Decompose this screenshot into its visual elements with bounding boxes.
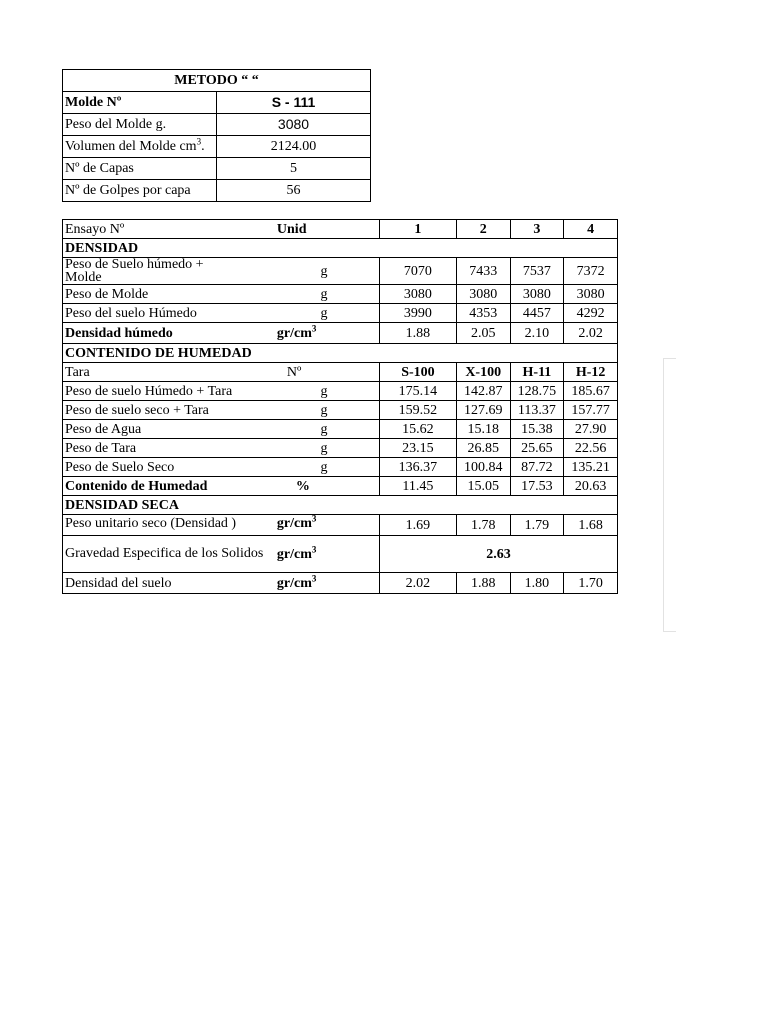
table-row xyxy=(63,323,618,344)
table-row xyxy=(63,304,618,323)
volumen-molde-label: Volumen del Molde $cm^3$. xyxy=(63,136,217,158)
cell: 100.84 xyxy=(456,458,510,477)
row-label: Contenido de Humedad xyxy=(63,477,269,496)
ensayo-label: Ensayo Nº xyxy=(63,220,269,239)
cell: 1.69 xyxy=(379,515,456,536)
row-label: Peso del suelo Húmedo xyxy=(63,304,269,323)
cell: H-11 xyxy=(510,363,564,382)
row-label: Peso de Suelo Seco xyxy=(63,458,269,477)
row-unit: g xyxy=(269,420,380,439)
cell: 113.37 xyxy=(510,401,564,420)
row-unit: g xyxy=(269,401,380,420)
cell: 15.18 xyxy=(456,420,510,439)
row-label: Tara xyxy=(63,363,269,382)
row-unit: g xyxy=(269,458,380,477)
peso-molde-label: Peso del Molde g. xyxy=(63,114,217,136)
row-unit: $gr/cm^3$ xyxy=(269,573,380,594)
cell: H-12 xyxy=(564,363,618,382)
row-unit: g xyxy=(269,285,380,304)
table-row xyxy=(63,439,618,458)
cell: 4353 xyxy=(456,304,510,323)
cell: 1.70 xyxy=(564,573,618,594)
peso-molde-value: 3080 xyxy=(217,114,371,136)
cell: 7372 xyxy=(564,258,618,285)
table-row xyxy=(63,401,618,420)
ensayo-header-row xyxy=(63,220,618,239)
table-row xyxy=(63,536,618,573)
capas-label: Nº de Capas xyxy=(63,158,217,180)
cell: 7433 xyxy=(456,258,510,285)
cell: 142.87 xyxy=(456,382,510,401)
row-unit: $gr/cm^3$ xyxy=(269,323,380,344)
cell: 25.65 xyxy=(510,439,564,458)
cell: 3080 xyxy=(510,285,564,304)
golpes-value: 56 xyxy=(217,180,371,202)
cell: 11.45 xyxy=(379,477,456,496)
table-row xyxy=(63,258,618,285)
row-label: Peso unitario seco (Densidad ) xyxy=(63,515,269,536)
row-label: Gravedad Especifica de los Solidos xyxy=(63,536,269,573)
cell: 7070 xyxy=(379,258,456,285)
row-label: Peso de suelo Húmedo + Tara xyxy=(63,382,269,401)
tara-row xyxy=(63,363,618,382)
section-densidad: DENSIDAD xyxy=(63,239,618,258)
table-row xyxy=(63,515,618,536)
cell: 136.37 xyxy=(379,458,456,477)
cell: 15.38 xyxy=(510,420,564,439)
row-label: Densidad húmedo xyxy=(63,323,269,344)
cell: 128.75 xyxy=(510,382,564,401)
cell: 23.15 xyxy=(379,439,456,458)
table-row xyxy=(63,477,618,496)
gravedad-value: 2.63 xyxy=(379,536,617,573)
row-unit: g xyxy=(269,258,380,285)
table-row xyxy=(63,573,618,594)
cell: 175.14 xyxy=(379,382,456,401)
row-unit: g xyxy=(269,382,380,401)
cell: 3080 xyxy=(456,285,510,304)
row-unit: Nº xyxy=(269,363,380,382)
row-label: Peso de Suelo húmedo + Molde xyxy=(63,258,269,285)
row-unit: % xyxy=(269,477,380,496)
row-label: Peso de suelo seco + Tara xyxy=(63,401,269,420)
row-unit: g xyxy=(269,304,380,323)
golpes-label: Nº de Golpes por capa xyxy=(63,180,217,202)
section-contenido-humedad: CONTENIDO DE HUMEDAD xyxy=(63,344,618,363)
ensayo-table xyxy=(62,219,618,594)
table-row xyxy=(63,458,618,477)
cell: X-100 xyxy=(456,363,510,382)
cell: 17.53 xyxy=(510,477,564,496)
cell: 15.62 xyxy=(379,420,456,439)
col-header-4: 4 xyxy=(564,220,618,239)
cell: 3990 xyxy=(379,304,456,323)
cell: 2.02 xyxy=(564,323,618,344)
col-header-2: 2 xyxy=(456,220,510,239)
molde-value: S - 111 xyxy=(217,92,371,114)
cell: 3080 xyxy=(379,285,456,304)
cell: 159.52 xyxy=(379,401,456,420)
cell: 20.63 xyxy=(564,477,618,496)
cell: 1.79 xyxy=(510,515,564,536)
row-unit: $gr/cm^3$ xyxy=(269,536,380,573)
cell: 135.21 xyxy=(564,458,618,477)
cell: 1.88 xyxy=(456,573,510,594)
col-header-1: 1 xyxy=(379,220,456,239)
cell: 1.78 xyxy=(456,515,510,536)
cell: 4457 xyxy=(510,304,564,323)
molde-label: Molde Nº xyxy=(63,92,217,114)
cell: 4292 xyxy=(564,304,618,323)
table-row xyxy=(63,420,618,439)
cell: 87.72 xyxy=(510,458,564,477)
cell: S-100 xyxy=(379,363,456,382)
row-label: Peso de Tara xyxy=(63,439,269,458)
cell: 27.90 xyxy=(564,420,618,439)
table-row xyxy=(63,382,618,401)
cell: 7537 xyxy=(510,258,564,285)
cell: 185.67 xyxy=(564,382,618,401)
col-header-3: 3 xyxy=(510,220,564,239)
cell: 2.05 xyxy=(456,323,510,344)
cell: 15.05 xyxy=(456,477,510,496)
cell: 2.02 xyxy=(379,573,456,594)
row-label: Peso de Molde xyxy=(63,285,269,304)
row-unit: $gr/cm^3$ xyxy=(269,515,380,536)
cell: 1.68 xyxy=(564,515,618,536)
cell: 1.80 xyxy=(510,573,564,594)
cell: 1.88 xyxy=(379,323,456,344)
metodo-table xyxy=(62,69,371,202)
cell: 2.10 xyxy=(510,323,564,344)
page-edge-bracket xyxy=(663,358,676,632)
row-label: Peso de Agua xyxy=(63,420,269,439)
row-unit: g xyxy=(269,439,380,458)
cell: 26.85 xyxy=(456,439,510,458)
metodo-title: METODO “ “ xyxy=(63,70,371,92)
cell: 22.56 xyxy=(564,439,618,458)
table-row xyxy=(63,285,618,304)
cell: 157.77 xyxy=(564,401,618,420)
cell: 3080 xyxy=(564,285,618,304)
volumen-molde-value: 2124.00 xyxy=(217,136,371,158)
section-densidad-seca: DENSIDAD SECA xyxy=(63,496,618,515)
capas-value: 5 xyxy=(217,158,371,180)
cell: 127.69 xyxy=(456,401,510,420)
row-label: Densidad del suelo xyxy=(63,573,269,594)
unid-header: Unid xyxy=(269,220,380,239)
